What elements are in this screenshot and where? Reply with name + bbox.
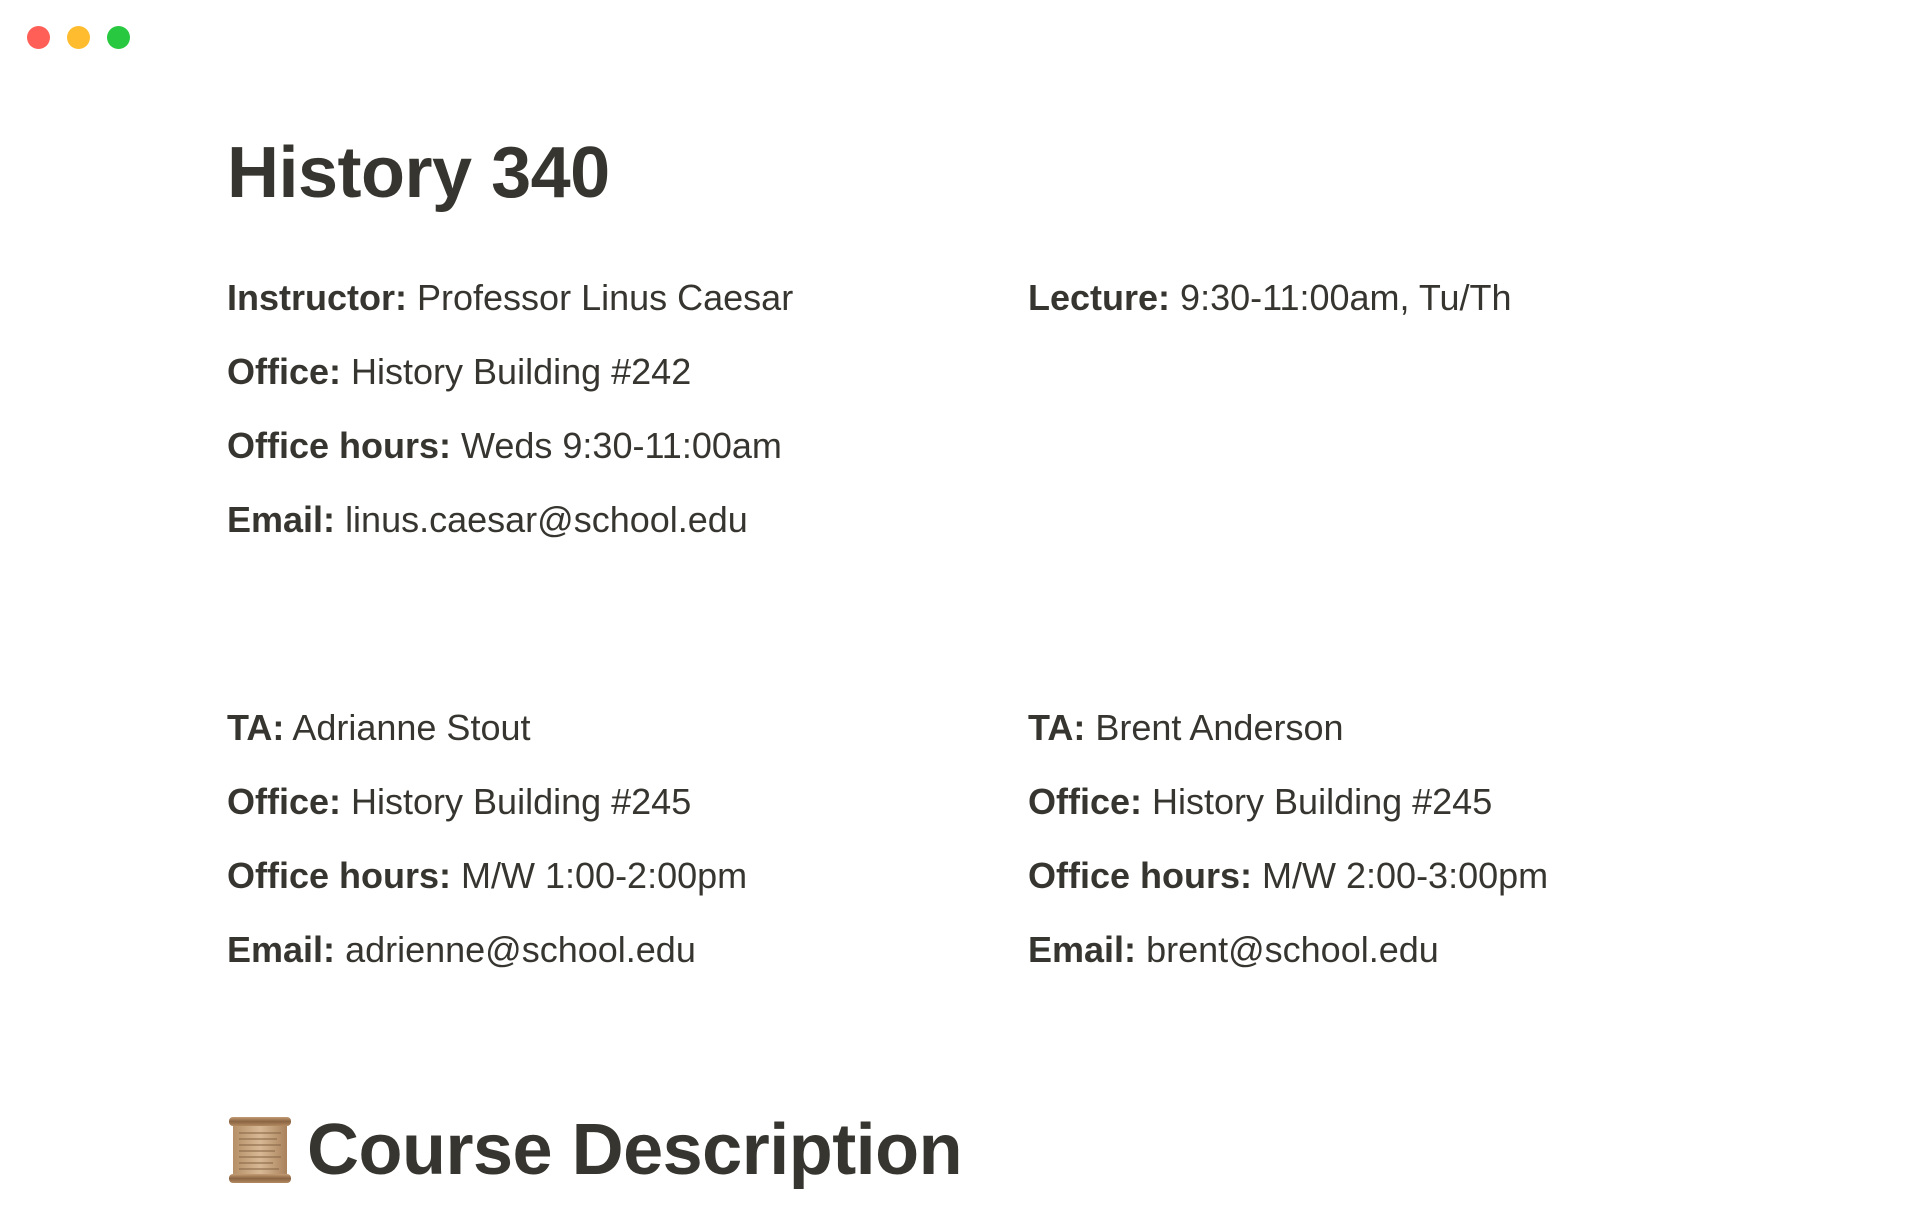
office-hours-value: M/W 2:00-3:00pm	[1262, 855, 1549, 897]
email-label: Email:	[227, 499, 336, 541]
ta-line[interactable]	[1028, 706, 1788, 780]
course-description-label: Course Description	[307, 1110, 963, 1190]
instructor-label: Instructor:	[227, 277, 407, 319]
course-info	[227, 276, 1627, 971]
window-controls	[27, 26, 130, 49]
office-label: Office:	[227, 781, 342, 823]
ta-block-brent	[1028, 706, 1788, 1002]
instructor-line[interactable]	[227, 276, 987, 350]
email-value: adrienne@school.edu	[345, 929, 696, 971]
lecture-block	[1028, 276, 1788, 350]
instructor-block	[227, 276, 987, 572]
email-label: Email:	[1028, 929, 1137, 971]
office-hours-label: Office hours:	[227, 855, 452, 897]
office-value: History Building #245	[351, 781, 692, 823]
lecture-line[interactable]	[1028, 276, 1788, 350]
ta-email-line[interactable]	[227, 928, 987, 1002]
maximize-window-button[interactable]	[107, 26, 130, 49]
close-window-button[interactable]	[27, 26, 50, 49]
email-label: Email:	[227, 929, 336, 971]
ta-hours-line[interactable]	[1028, 854, 1788, 928]
page-title[interactable]: History 340	[227, 133, 610, 213]
ta-office-line[interactable]	[227, 780, 987, 854]
office-value: History Building #245	[1152, 781, 1493, 823]
email-value: linus.caesar@school.edu	[345, 499, 748, 541]
office-hours-label: Office hours:	[227, 425, 452, 467]
ta-value: Brent Anderson	[1095, 707, 1344, 749]
office-hours-label: Office hours:	[1028, 855, 1253, 897]
office-value: History Building #242	[351, 351, 692, 393]
instructor-office-line[interactable]	[227, 350, 987, 424]
office-label: Office:	[1028, 781, 1143, 823]
instructor-email-line[interactable]	[227, 498, 987, 572]
office-hours-value: Weds 9:30-11:00am	[461, 425, 782, 467]
email-value: brent@school.edu	[1146, 929, 1439, 971]
lecture-value: 9:30-11:00am, Tu/Th	[1180, 277, 1512, 319]
ta-label: TA:	[227, 707, 285, 749]
minimize-window-button[interactable]	[67, 26, 90, 49]
ta-block-adrianne	[227, 706, 987, 1002]
instructor-value: Professor Linus Caesar	[417, 277, 794, 319]
course-description-heading[interactable]	[227, 1107, 962, 1193]
ta-line[interactable]	[227, 706, 987, 780]
office-label: Office:	[227, 351, 342, 393]
scroll-icon	[227, 1115, 293, 1185]
ta-value: Adrianne Stout	[292, 707, 531, 749]
ta-email-line[interactable]	[1028, 928, 1788, 1002]
ta-hours-line[interactable]	[227, 854, 987, 928]
ta-office-line[interactable]	[1028, 780, 1788, 854]
ta-label: TA:	[1028, 707, 1086, 749]
office-hours-value: M/W 1:00-2:00pm	[461, 855, 748, 897]
page-content	[227, 130, 1627, 1190]
lecture-label: Lecture:	[1028, 277, 1171, 319]
instructor-hours-line[interactable]	[227, 424, 987, 498]
